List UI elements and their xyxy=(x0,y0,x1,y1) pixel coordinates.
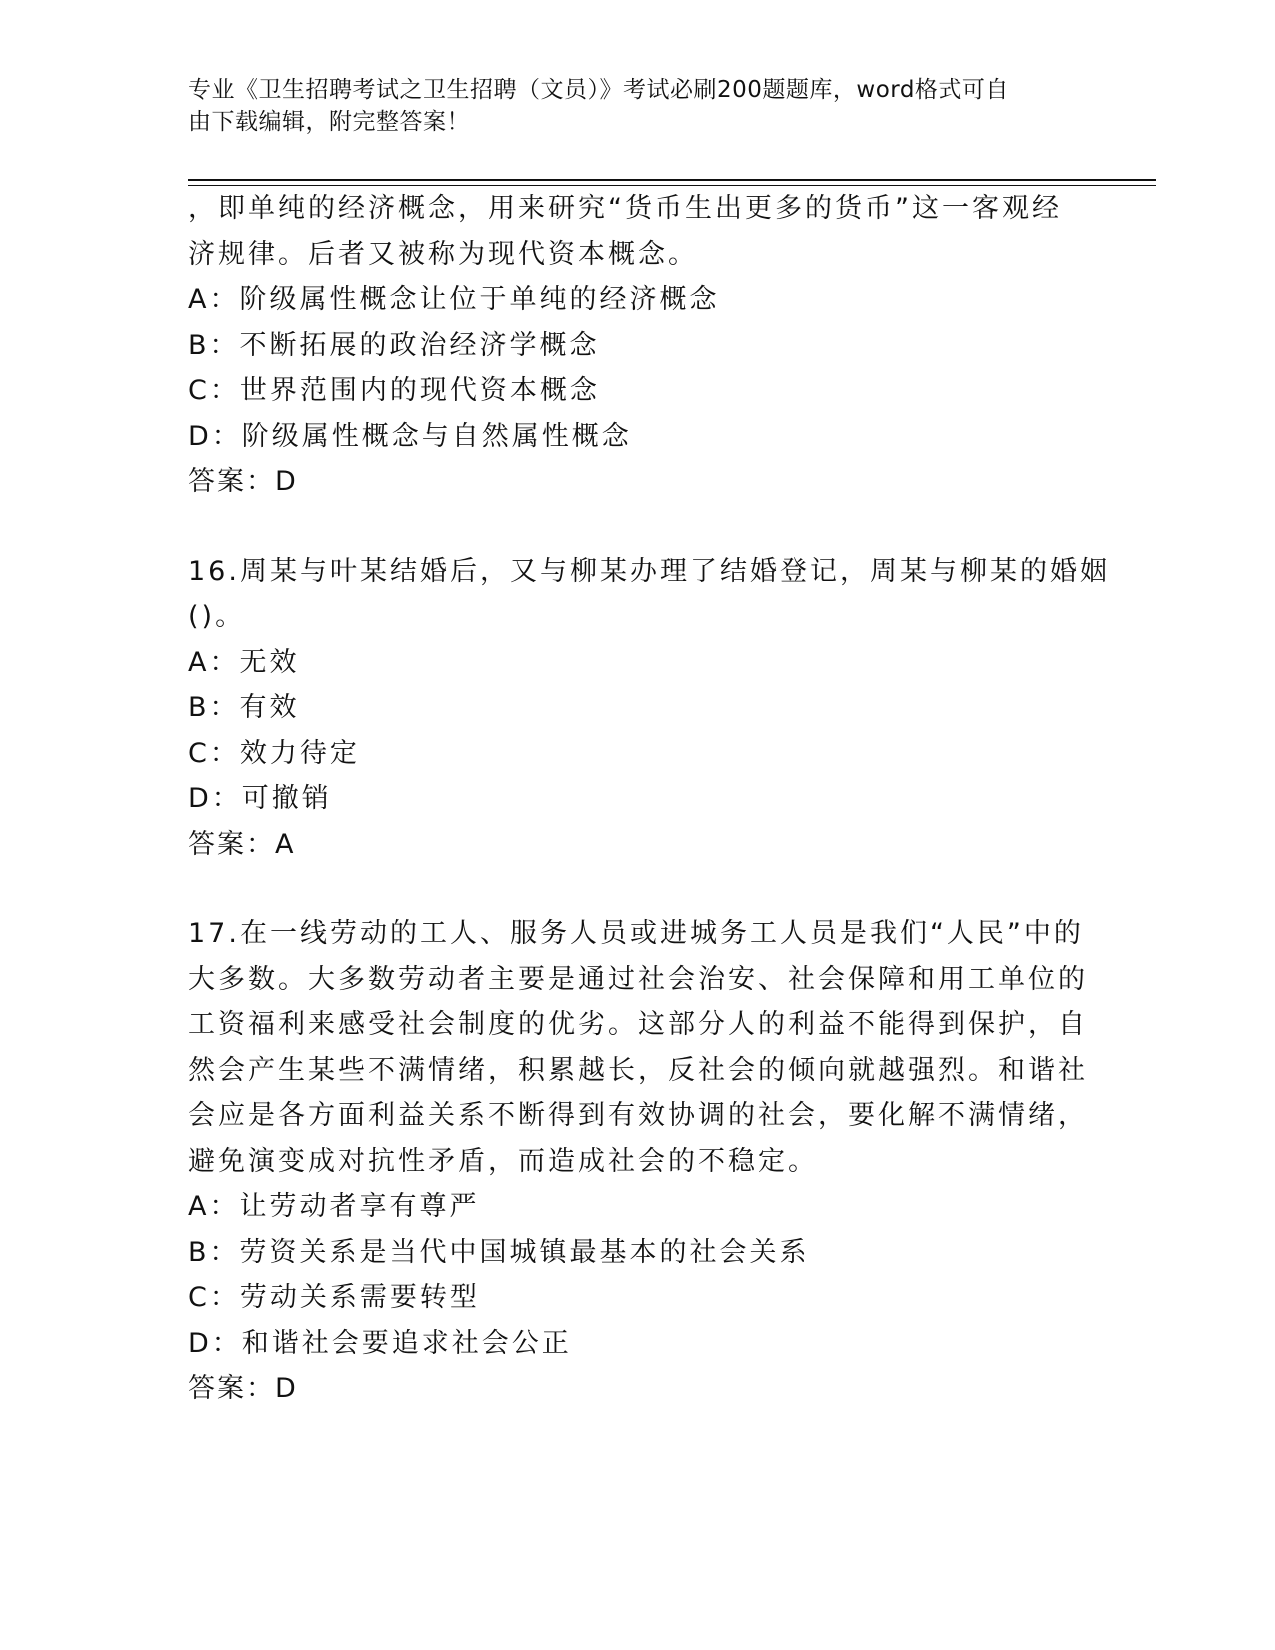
question-16-text-line-2: ()。 xyxy=(188,601,246,632)
question-17-text-line-5: 会应是各方面利益关系不断得到有效协调的社会，要化解不满情绪， xyxy=(188,1100,1088,1131)
question-17-text-line-2: 大多数。大多数劳动者主要是通过社会治安、社会保障和用工单位的 xyxy=(188,963,1088,995)
question-16-text-line-1: 16.周某与叶某结婚后，又与柳某办理了结婚登记，周某与柳某的婚姻 xyxy=(188,555,1110,587)
question-16-option-c: C：效力待定 xyxy=(188,737,360,769)
question-15-option-d: D：阶级属性概念与自然属性概念 xyxy=(188,420,632,452)
question-16-option-a: A：无效 xyxy=(188,646,300,678)
question-17 xyxy=(188,911,1088,1412)
question-17-text-line-1: 17.在一线劳动的工人、服务人员或进城务工人员是我们“人民”中的 xyxy=(188,918,1084,949)
header-line-1: 专业《卫生招聘考试之卫生招聘（文员）》考试必刷200题题库，word格式可自 xyxy=(188,77,1009,103)
question-17-option-c: C：劳动关系需要转型 xyxy=(188,1282,480,1313)
document-header xyxy=(188,74,1068,138)
question-spacer xyxy=(188,505,1088,549)
question-17-option-d: D：和谐社会要追求社会公正 xyxy=(188,1327,572,1359)
question-17-answer: 答案：D xyxy=(188,1373,298,1404)
question-content xyxy=(188,186,1110,1412)
question-15-option-a: A：阶级属性概念让位于单纯的经济概念 xyxy=(188,284,720,315)
question-16-option-b: B：有效 xyxy=(188,692,300,723)
question-16 xyxy=(188,549,1110,868)
question-15-text-line-2: 济规律。后者又被称为现代资本概念。 xyxy=(188,238,698,270)
question-15-text-line-1: ，即单纯的经济概念，用来研究“货币生出更多的货币”这一客观经 xyxy=(188,193,1062,224)
question-16-answer: 答案：A xyxy=(188,828,296,860)
question-17-text-line-4: 然会产生某些不满情绪，积累越长，反社会的倾向就越强烈。和谐社 xyxy=(188,1054,1088,1086)
question-15-option-b: B：不断拓展的政治经济学概念 xyxy=(188,329,600,361)
question-17-option-b: B：劳资关系是当代中国城镇最基本的社会关系 xyxy=(188,1236,810,1268)
header-divider-thick xyxy=(188,179,1156,181)
question-17-text-line-3: 工资福利来感受社会制度的优劣。这部分人的利益不能得到保护，自 xyxy=(188,1009,1088,1040)
question-15-answer: 答案：D xyxy=(188,466,298,497)
question-15-tail xyxy=(188,186,1088,505)
header-line-2: 由下载编辑，附完整答案！ xyxy=(188,109,470,135)
question-spacer xyxy=(188,867,1088,911)
question-16-option-d: D：可撤销 xyxy=(188,783,332,814)
question-17-option-a: A：让劳动者享有尊严 xyxy=(188,1191,480,1222)
question-15-option-c: C：世界范围内的现代资本概念 xyxy=(188,375,600,406)
question-17-text-line-6: 避免演变成对抗性矛盾，而造成社会的不稳定。 xyxy=(188,1145,818,1177)
